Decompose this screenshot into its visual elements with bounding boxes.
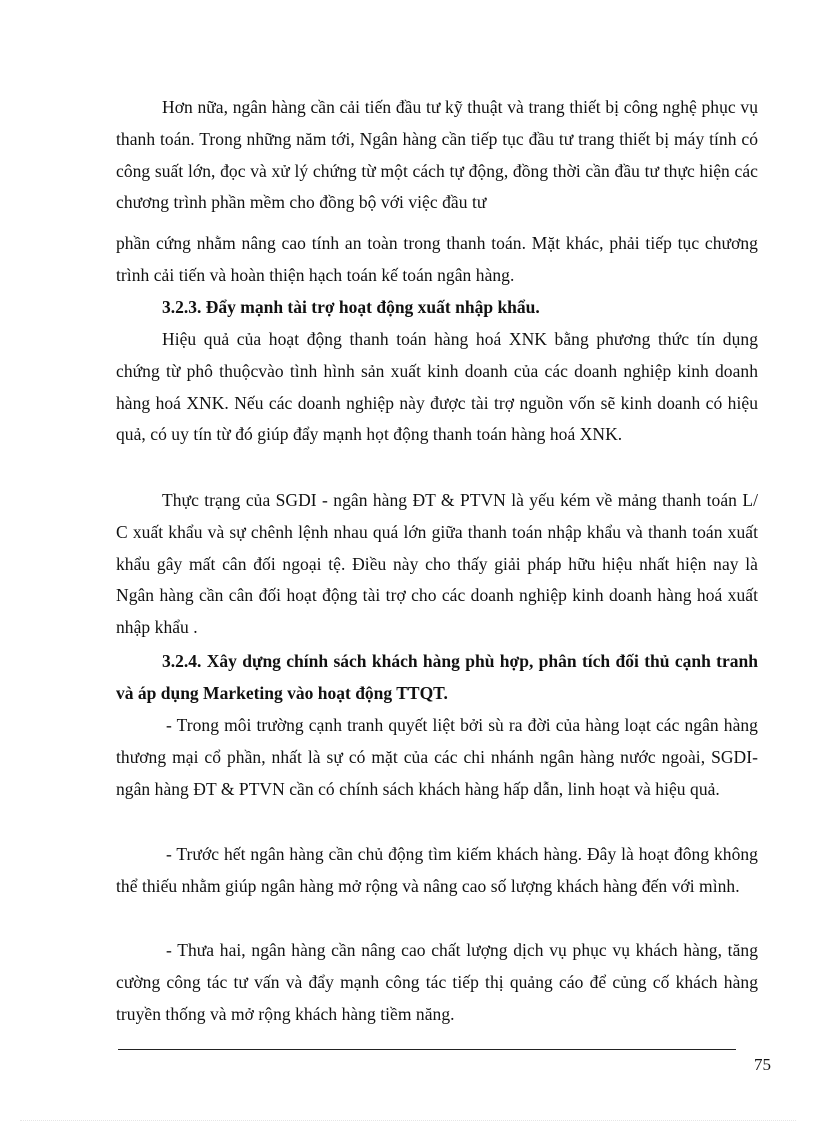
page-bottom-edge (20, 1120, 796, 1121)
paragraph-hardware-security: phần cứng nhằm nâng cao tính an toàn trong thanh toán. Mặt khác, phải tiếp tục chương trình cải tiến và hoàn thiện hạch toán kế toán ngân hàng. (116, 233, 758, 285)
paragraph-export-financing: Hiệu quả của hoạt động thanh toán hàng hoá XNK bằng phương thức tín dụng chứng từ phô thuộcvào tình hình sản xuất kinh doanh của các doanh nghiệp kinh doanh hàng hoá XNK. Nếu các doanh nghiệp này được tài trợ nguồn vốn sẽ kinh doanh có hiệu quả, có uy tín từ đó giúp đẩy mạnh họt động thanh toán hàng hoá XNK. (116, 329, 758, 445)
bullet-paragraph-find-customers: - Trước hết ngân hàng cần chủ động tìm kiếm khách hàng. Đây là hoạt đông không thể thiếu nhằm giúp ngân hàng mở rộng và nâng cao số lượng khách hàng đến với mình. (116, 844, 758, 896)
page-number: 75 (754, 1055, 771, 1074)
paragraph-technology-investment: Hơn nữa, ngân hàng cần cải tiến đầu tư kỹ thuật và trang thiết bị công nghệ phục vụ thanh toán. Trong những năm tới, Ngân hàng cần tiếp tục đầu tư trang thiết bị máy tính có công suất lớn, đọc và xử lý chứng từ một cách tự động, đồng thời cần đầu tư thực hiện các chương trình phần mềm cho đồng bộ với việc đầu tư (116, 97, 758, 213)
footer-divider (118, 1049, 736, 1050)
bullet-paragraph-service-quality: - Thưa hai, ngân hàng cần nâng cao chất lượng dịch vụ phục vụ khách hàng, tăng cường công tác tư vấn và đẩy mạnh công tác tiếp thị quảng cáo để củng cố khách hàng truyền thống và mở rộng khách hàng tiềm năng. (116, 940, 758, 1024)
section-heading-3-2-4: 3.2.4. Xây dựng chính sách khách hàng phù hợp, phân tích đối thủ cạnh tranh và áp dụng Marketing vào hoạt động TTQT. (116, 651, 758, 703)
section-heading-3-2-3: 3.2.3. Đẩy mạnh tài trợ hoạt động xuất nhập khẩu. (162, 297, 540, 317)
bullet-paragraph-competition: - Trong môi trường cạnh tranh quyết liệt bởi sù ra đời của hàng loạt các ngân hàng thương mại cổ phần, nhất là sự có mặt của các chi nhánh ngân hàng nước ngoài, SGDI-ngân hàng ĐT & PTVN cần có chính sách khách hàng hấp dẫn, linh hoạt và hiệu quả. (116, 715, 758, 799)
paragraph-current-situation: Thực trạng của SGDI - ngân hàng ĐT & PTVN là yếu kém về mảng thanh toán L/ C xuất khẩu và sự chênh lệnh nhau quá lớn giữa thanh toán nhập khẩu và thanh toán xuất khẩu gây mất cân đối ngoại tệ. Điều này cho thấy giải pháp hữu hiệu nhất hiện nay là Ngân hàng cần cân đối hoạt động tài trợ cho các doanh nghiệp kinh doanh hàng hoá xuất nhập khẩu . (116, 490, 758, 638)
